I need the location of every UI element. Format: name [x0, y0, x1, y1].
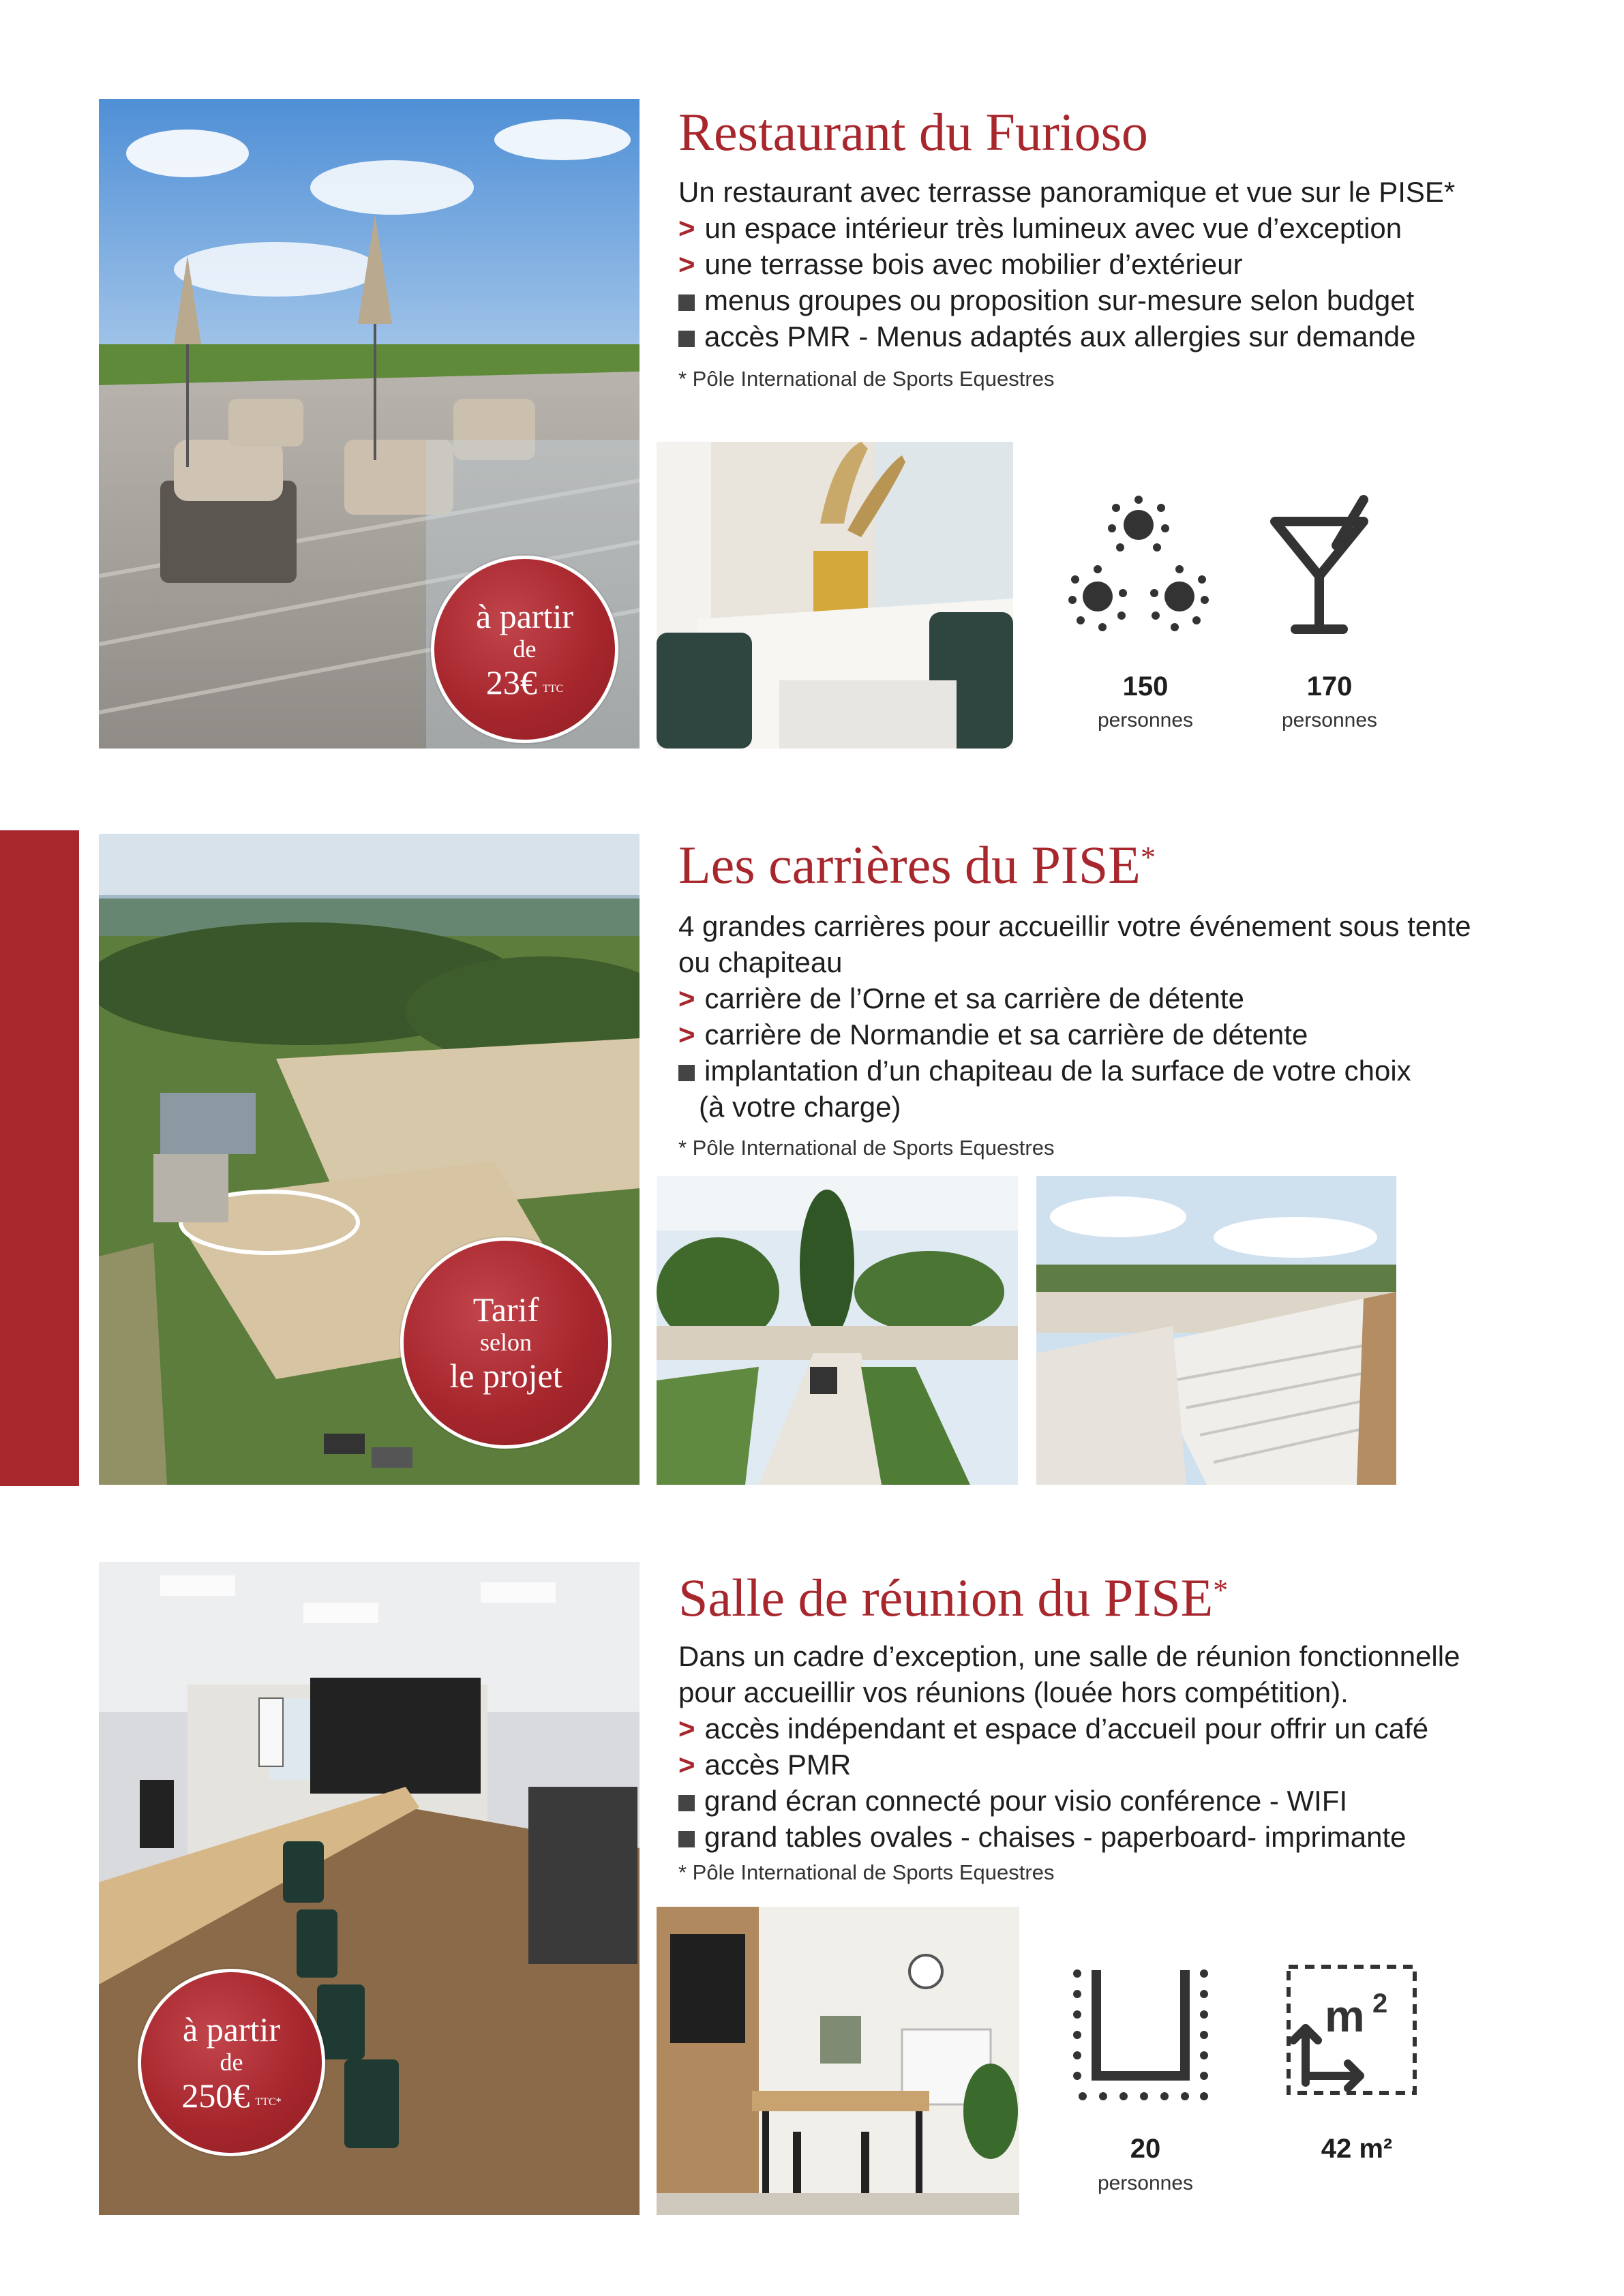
list-item-text: une terrasse bois avec mobilier d’extérieur — [704, 248, 1243, 280]
section-description — [678, 1638, 1460, 1855]
badge-price: 250€ — [181, 2076, 250, 2115]
list-item-text: implantation d’un chapiteau de la surface de votre choix — [704, 1055, 1411, 1087]
seated-table-icon — [1067, 494, 1210, 637]
stat-value: 42 m² — [1321, 2134, 1393, 2164]
square-bullet-icon — [678, 331, 695, 347]
list-item-continuation: (à votre charge) — [699, 1091, 901, 1123]
title-asterisk: * — [1213, 1573, 1229, 1607]
intro-line: pour accueillir vos réunions (louée hors compétition). — [678, 1676, 1349, 1708]
section-title-text: Les carrières du PISE — [678, 835, 1141, 894]
list-item — [678, 1710, 1460, 1747]
price-badge — [138, 1969, 325, 2156]
arrow-bullet-icon: > — [678, 248, 695, 280]
carriage-arena-photo — [657, 1176, 1018, 1485]
svg-text:m: m — [1325, 1991, 1365, 2041]
svg-text:2: 2 — [1372, 1989, 1388, 2019]
section-description — [678, 174, 1455, 354]
list-item-text: carrière de Normandie et sa carrière de détente — [704, 1018, 1308, 1051]
list-item-text: accès PMR - Menus adaptés aux allergies sur demande — [704, 320, 1416, 352]
grandstand-photo — [1036, 1176, 1396, 1485]
list-item-text: grand tables ovales - chaises - paperboard- imprimante — [704, 1821, 1407, 1853]
badge-line2: de — [513, 635, 537, 663]
u-shape-layout-icon — [1069, 1963, 1212, 2106]
badge-line2: de — [220, 2048, 243, 2076]
list-item — [678, 246, 1455, 282]
square-bullet-icon — [678, 1831, 695, 1847]
footnote: * Pôle International de Sports Equestres — [678, 1136, 1055, 1160]
list-item — [678, 1747, 1460, 1783]
intro-line: Un restaurant avec terrasse panoramique et vue sur le PISE* — [678, 176, 1456, 208]
list-item-text: menus groupes ou proposition sur-mesure selon budget — [704, 284, 1415, 316]
badge-line1: à partir — [476, 596, 573, 635]
square-bullet-icon — [678, 1065, 695, 1081]
reception-area-photo — [657, 1907, 1019, 2215]
list-item-text: accès indépendant et espace d’accueil pour offrir un café — [704, 1712, 1429, 1744]
square-bullet-icon — [678, 1795, 695, 1811]
arrow-bullet-icon: > — [678, 1749, 695, 1781]
badge-line3: le projet — [449, 1357, 562, 1395]
area-m2-icon — [1285, 1963, 1418, 2096]
badge-suffix: TTC* — [255, 2096, 282, 2108]
stat-unit: personnes — [1097, 709, 1194, 731]
dining-room-photo — [657, 442, 1013, 749]
list-item — [678, 282, 1455, 318]
arrow-bullet-icon: > — [678, 212, 695, 244]
stat-unit: personnes — [1097, 2172, 1194, 2194]
section-title — [678, 835, 1156, 894]
section-description — [678, 908, 1471, 1125]
stat-value: 20 — [1130, 2134, 1161, 2164]
list-item — [678, 210, 1455, 246]
badge-price: 23€ — [485, 663, 537, 701]
footnote: * Pôle International de Sports Equestres — [678, 1860, 1055, 1884]
intro-line: 4 grandes carrières pour accueillir votre événement sous tente — [678, 910, 1471, 942]
list-item-text: un espace intérieur très lumineux avec vue d’exception — [704, 212, 1402, 244]
list-item — [678, 1016, 1471, 1053]
list-item-text: carrière de l’Orne et sa carrière de détente — [704, 982, 1244, 1014]
square-bullet-icon — [678, 294, 695, 311]
list-item — [678, 1819, 1460, 1855]
badge-line2: selon — [480, 1329, 532, 1356]
section-title: Restaurant du Furioso — [678, 102, 1148, 162]
stat-value: 170 — [1306, 671, 1353, 701]
list-item — [678, 980, 1471, 1016]
arrow-bullet-icon: > — [678, 1712, 695, 1744]
badge-line1: à partir — [183, 2010, 280, 2049]
list-item-text: grand écran connecté pour visio conférence - WIFI — [704, 1785, 1348, 1817]
price-badge — [431, 556, 618, 743]
section-title-text: Salle de réunion du PISE — [678, 1568, 1214, 1627]
list-item — [678, 1783, 1460, 1819]
stat-value: 150 — [1122, 671, 1169, 701]
price-badge — [400, 1237, 612, 1449]
section-title — [678, 1568, 1229, 1627]
list-item — [678, 318, 1455, 354]
title-asterisk: * — [1140, 841, 1156, 874]
intro-line: Dans un cadre d’exception, une salle de réunion fonctionnelle — [678, 1640, 1460, 1672]
side-accent-band — [0, 830, 79, 1486]
list-item-text: accès PMR — [704, 1749, 852, 1781]
footnote: * Pôle International de Sports Equestres — [678, 367, 1055, 391]
arrow-bullet-icon: > — [678, 1018, 695, 1051]
arrow-bullet-icon: > — [678, 982, 695, 1014]
list-item — [678, 1053, 1471, 1089]
stat-unit: personnes — [1281, 709, 1378, 731]
intro-line: ou chapiteau — [678, 946, 843, 978]
badge-suffix: TTC — [542, 682, 564, 695]
badge-line1: Tarif — [472, 1290, 539, 1329]
cocktail-glass-icon — [1268, 494, 1370, 637]
